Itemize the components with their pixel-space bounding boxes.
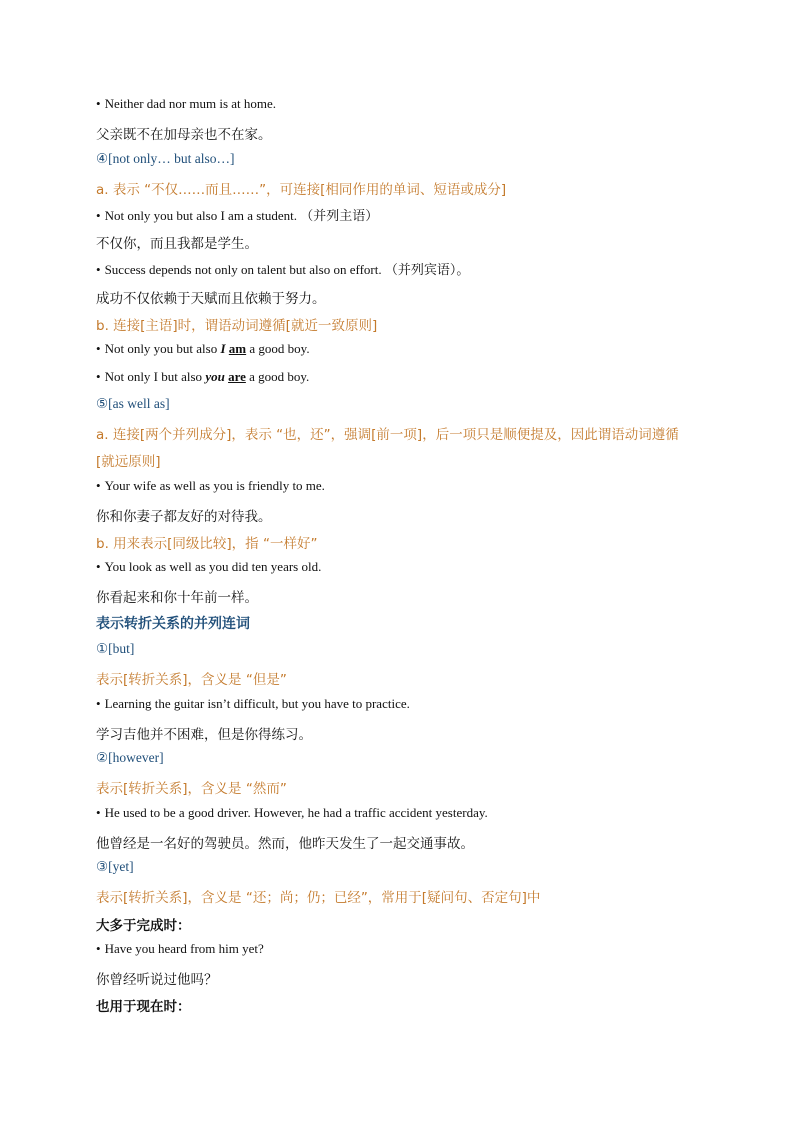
example-sentence bbox=[96, 696, 410, 712]
emphasized-subject: I bbox=[220, 341, 226, 356]
example-sentence bbox=[96, 259, 469, 278]
section-heading-as-well-as: ⑤[as well as] bbox=[96, 396, 170, 411]
sentence-text: He used to be a good driver. However, he had a traffic accident yesterday. bbox=[104, 805, 488, 820]
translation: 成功不仅依赖于天赋而且依赖于努力。 bbox=[96, 291, 326, 307]
sentence-text: Have you heard from him yet? bbox=[104, 941, 264, 956]
translation: 你和你妻子都友好的对待我。 bbox=[96, 509, 272, 525]
sentence-text: Success depends not only on talent but also on effort. （并列宾语）。 bbox=[104, 262, 470, 277]
translation: 不仅你，而且我都是学生。 bbox=[96, 236, 258, 252]
rule-text: 表示[转折关系]，含义是 “还；尚；仍；已经”，常用于[疑问句、否定句]中 bbox=[96, 890, 541, 906]
bullet: • bbox=[96, 805, 101, 820]
bullet: • bbox=[96, 369, 101, 384]
sentence-text: Not only I but also bbox=[104, 369, 206, 384]
example-sentence bbox=[96, 96, 276, 112]
rule-text: 表示[转折关系]，含义是 “但是” bbox=[96, 672, 287, 688]
sentence-text: Learning the guitar isn’t difficult, but you have to practice. bbox=[104, 696, 410, 711]
example-sentence bbox=[96, 205, 378, 224]
emphasized-subject: you bbox=[205, 369, 225, 384]
section-heading-not-only: ④[not only… but also…] bbox=[96, 151, 235, 166]
sentence-text: a good boy. bbox=[245, 369, 310, 384]
sentence-text: Not only you but also I am a student. （并列主语） bbox=[104, 208, 379, 223]
rule-text: 表示[转折关系]，含义是 “然而” bbox=[96, 781, 287, 797]
bullet: • bbox=[96, 478, 101, 493]
bullet: • bbox=[96, 941, 101, 956]
rule-text: a. 表示 “不仅……而且……”，可连接[相同作用的单词、短语或成分] bbox=[96, 182, 507, 198]
bullet: • bbox=[96, 96, 101, 111]
sentence-text: Neither dad nor mum is at home. bbox=[104, 96, 277, 111]
example-sentence bbox=[96, 559, 321, 575]
emphasized-verb: am bbox=[228, 341, 247, 356]
translation: 他曾经是一名好的驾驶员。然而，他昨天发生了一起交通事故。 bbox=[96, 836, 474, 852]
example-sentence bbox=[96, 369, 309, 385]
sentence-text: Your wife as well as you is friendly to me. bbox=[104, 478, 325, 493]
translation: 你曾经听说过他吗？ bbox=[96, 972, 218, 988]
sentence-text: a good boy. bbox=[246, 341, 310, 356]
rule-text: b. 用来表示[同级比较]，指 “一样好” bbox=[96, 536, 318, 552]
bullet: • bbox=[96, 559, 101, 574]
bullet: • bbox=[96, 341, 101, 356]
sentence-text: Not only you but also bbox=[104, 341, 221, 356]
section-heading-yet: ③[yet] bbox=[96, 859, 134, 874]
bullet: • bbox=[96, 208, 101, 223]
example-sentence bbox=[96, 805, 488, 821]
emphasized-verb: are bbox=[228, 369, 246, 384]
translation: 父亲既不在加母亲也不在家。 bbox=[96, 127, 272, 143]
section-title-contrast: 表示转折关系的并列连词 bbox=[96, 616, 250, 632]
bullet: • bbox=[96, 262, 101, 277]
rule-text: a. 连接[两个并列成分]，表示 “也，还”，强调[前一项]，后一项只是顺便提及，因此谓语动词遵循 bbox=[96, 427, 679, 443]
translation: 你看起来和你十年前一样。 bbox=[96, 590, 258, 606]
example-sentence bbox=[96, 478, 325, 494]
section-heading-however: ②[however] bbox=[96, 750, 164, 765]
rule-text: b. 连接[主语]时，谓语动词遵循[就近一致原则] bbox=[96, 318, 378, 334]
example-sentence bbox=[96, 941, 264, 957]
sentence-text: You look as well as you did ten years old. bbox=[104, 559, 322, 574]
translation: 学习吉他并不困难，但是你得练习。 bbox=[96, 727, 312, 743]
rule-text-continued: [就远原则] bbox=[96, 454, 161, 470]
section-heading-but: ①[but] bbox=[96, 641, 135, 656]
usage-note: 大多于完成时： bbox=[96, 918, 191, 934]
bullet: • bbox=[96, 696, 101, 711]
usage-note: 也用于现在时： bbox=[96, 999, 191, 1015]
example-sentence bbox=[96, 341, 310, 357]
